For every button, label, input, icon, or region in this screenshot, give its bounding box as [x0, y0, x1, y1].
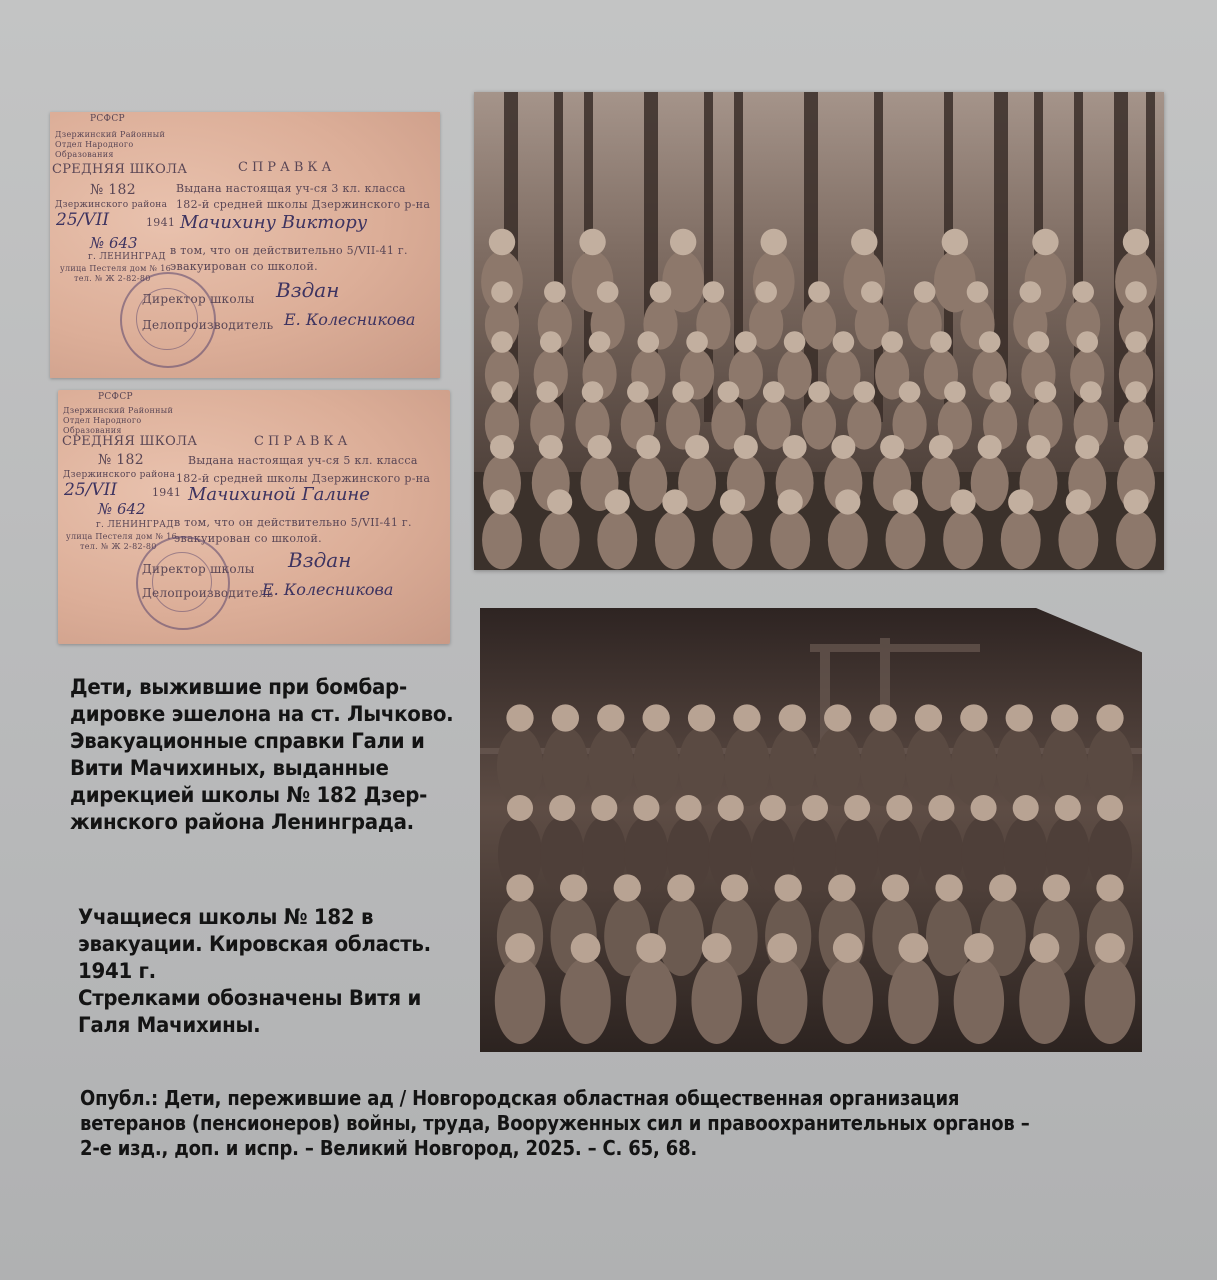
cert-head-signature: Е. Колесникова — [262, 580, 394, 599]
cert-department: Дзержинский Районный Отдел Народного Образования — [63, 406, 174, 435]
photo-students-in-evacuation — [480, 608, 1142, 1052]
caption-line: Эвакуационные справки Гали и — [70, 729, 425, 754]
cert-head-signature: Е. Колесникова — [284, 310, 416, 329]
cert-director-signature: Вздан — [288, 548, 352, 572]
cert-district: Дзержинского района — [55, 200, 168, 210]
cert-address: улица Пестеля дом № 16 — [60, 264, 172, 273]
cert-line-3: в том, что он действительно 5/VII-41 г. — [174, 516, 412, 529]
caption-line: 1941 г. — [78, 959, 156, 984]
publication-source — [80, 1086, 1142, 1161]
cert-republic: РСФСР — [90, 114, 125, 124]
cert-city: г. ЛЕНИНГРАД — [88, 252, 166, 262]
cert-line-1: Выдана настоящая уч-ся 5 кл. класса — [188, 454, 418, 467]
cert-address: улица Пестеля дом № 16 — [66, 532, 178, 541]
cert-phone: тел. № Ж 2-82-80 — [74, 274, 151, 283]
evacuation-certificate-galya — [58, 390, 450, 644]
cert-director-label: Директор школы — [142, 562, 255, 576]
caption-line: Вити Мачихиных, выданные — [70, 756, 389, 781]
round-stamp-inner — [152, 552, 212, 612]
source-line: 2-е изд., доп. и испр. – Великий Новгород, 2025. – С. 65, 68. — [80, 1136, 698, 1160]
cert-school-number: № 182 — [98, 452, 144, 468]
cert-phone: тел. № Ж 2-82-80 — [80, 542, 157, 551]
cert-head-label: Делопроизводитель — [142, 318, 274, 332]
cert-line-4: эвакуирован со школой. — [174, 532, 322, 545]
photo-children-in-forest — [474, 92, 1164, 570]
cert-director-signature: Вздан — [276, 278, 340, 302]
cert-department: Дзержинский Районный Отдел Народного Образования — [55, 130, 166, 159]
cert-name-handwritten: Мачихину Виктору — [180, 212, 368, 233]
cert-city: г. ЛЕНИНГРАД — [96, 520, 174, 530]
caption-evacuation-photo — [78, 904, 464, 1039]
cert-school-number: № 182 — [90, 182, 136, 198]
cert-line-1: Выдана настоящая уч-ся 3 кл. класса — [176, 182, 406, 195]
cert-name-handwritten: Мачихиной Галине — [188, 484, 370, 505]
cert-outgoing-number: № 643 — [90, 234, 138, 252]
caption-line: дировке эшелона на ст. Лычково. — [70, 702, 454, 727]
cert-line-2: 182-й средней школы Дзержинского р-на — [176, 472, 431, 485]
cert-district: Дзержинского района — [63, 470, 176, 480]
caption-line: жинского района Ленинграда. — [70, 810, 414, 835]
cert-title: СПРАВКА — [254, 434, 352, 449]
caption-line: Стрелками обозначены Витя и — [78, 986, 422, 1011]
caption-line: эвакуации. Кировская область. — [78, 932, 431, 957]
cert-school-type: СРЕДНЯЯ ШКОЛА — [52, 162, 188, 177]
cert-year: 1941 — [152, 486, 182, 499]
cert-head-label: Делопроизводитель — [142, 586, 274, 600]
cert-line-2: 182-й средней школы Дзержинского р-на — [176, 198, 431, 211]
caption-line: Дети, выжившие при бомбар- — [70, 675, 407, 700]
cert-line-4: эвакуирован со школой. — [170, 260, 318, 273]
cert-date: 25/VII — [56, 210, 110, 230]
cert-year: 1941 — [146, 216, 176, 229]
source-line: Опубл.: Дети, пережившие ад / Новгородская областная общественная организация — [80, 1086, 960, 1110]
cert-line-3: в том, что он действительно 5/VII-41 г. — [170, 244, 408, 257]
source-line: ветеранов (пенсионеров) войны, труда, Вооруженных сил и правоохранительных органов – — [80, 1111, 1030, 1135]
cert-outgoing-number: № 642 — [98, 500, 146, 518]
cert-school-type: СРЕДНЯЯ ШКОЛА — [62, 434, 198, 449]
cert-republic: РСФСР — [98, 392, 133, 402]
caption-line: Галя Мачихины. — [78, 1013, 261, 1038]
cert-date: 25/VII — [64, 480, 118, 500]
evacuation-certificate-vitya — [50, 112, 440, 378]
caption-line: Учащиеся школы № 182 в — [78, 905, 374, 930]
caption-line: дирекцией школы № 182 Дзер- — [70, 783, 428, 808]
cert-title: СПРАВКА — [238, 160, 336, 175]
cert-director-label: Директор школы — [142, 292, 255, 306]
caption-certificates — [70, 674, 456, 836]
